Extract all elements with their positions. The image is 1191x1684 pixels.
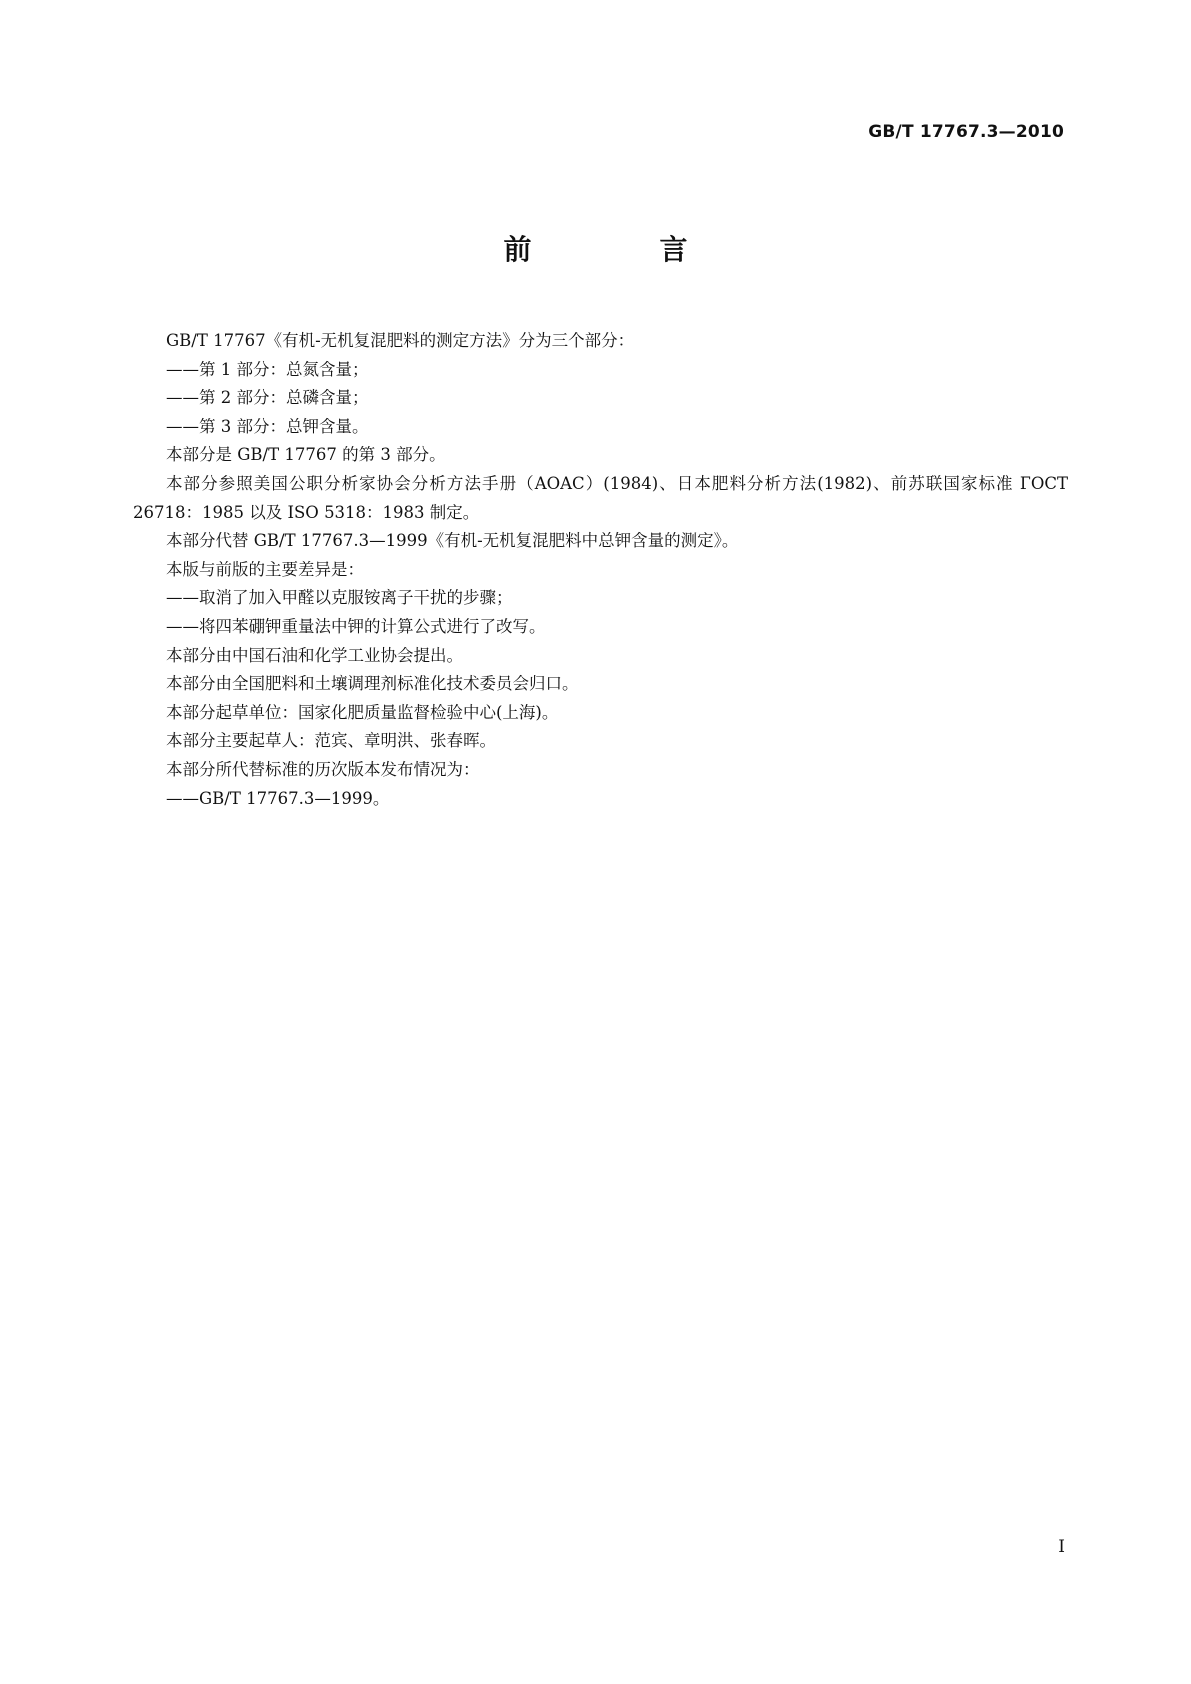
list-item: ——取消了加入甲醛以克服铵离子干扰的步骤； xyxy=(166,588,513,608)
page-number: I xyxy=(1058,1537,1065,1557)
page-title: 前 言 xyxy=(503,233,738,266)
standard-code: GB/T 17767.3—2010 xyxy=(868,122,1064,142)
paragraph: 本部分参照美国公职分析家协会分析方法手册（AOAC）(1984)、日本肥料分析方法(1982)、前苏联国家标准 ГOCT 26718：1985 以及 ISO 5318：1983 制定。 xyxy=(133,473,1068,522)
paragraph: 本部分由全国肥料和土壤调理剂标准化技术委员会归口。 xyxy=(166,674,579,694)
paragraph: 本部分代替 GB/T 17767.3—1999《有机-无机复混肥料中总钾含量的测定》。 xyxy=(166,531,739,551)
list-item: ——第 2 部分：总磷含量； xyxy=(166,388,369,408)
paragraph: 本版与前版的主要差异是： xyxy=(166,559,364,579)
paragraph: 本部分由中国石油和化学工业协会提出。 xyxy=(166,645,463,665)
paragraph: GB/T 17767《有机-无机复混肥料的测定方法》分为三个部分： xyxy=(166,331,635,350)
paragraph: 本部分主要起草人：范宾、章明洪、张春晖。 xyxy=(166,731,496,751)
list-item: ——GB/T 17767.3—1999。 xyxy=(166,788,390,808)
list-item: ——第 1 部分：总氮含量； xyxy=(166,359,369,379)
paragraph: 本部分起草单位：国家化肥质量监督检验中心(上海)。 xyxy=(166,702,559,722)
paragraph: 本部分所代替标准的历次版本发布情况为： xyxy=(166,759,480,779)
foreword-body xyxy=(133,327,1068,813)
paragraph: 本部分是 GB/T 17767 的第 3 部分。 xyxy=(166,445,446,465)
list-item: ——第 3 部分：总钾含量。 xyxy=(166,416,369,436)
list-item: ——将四苯硼钾重量法中钾的计算公式进行了改写。 xyxy=(166,616,546,636)
